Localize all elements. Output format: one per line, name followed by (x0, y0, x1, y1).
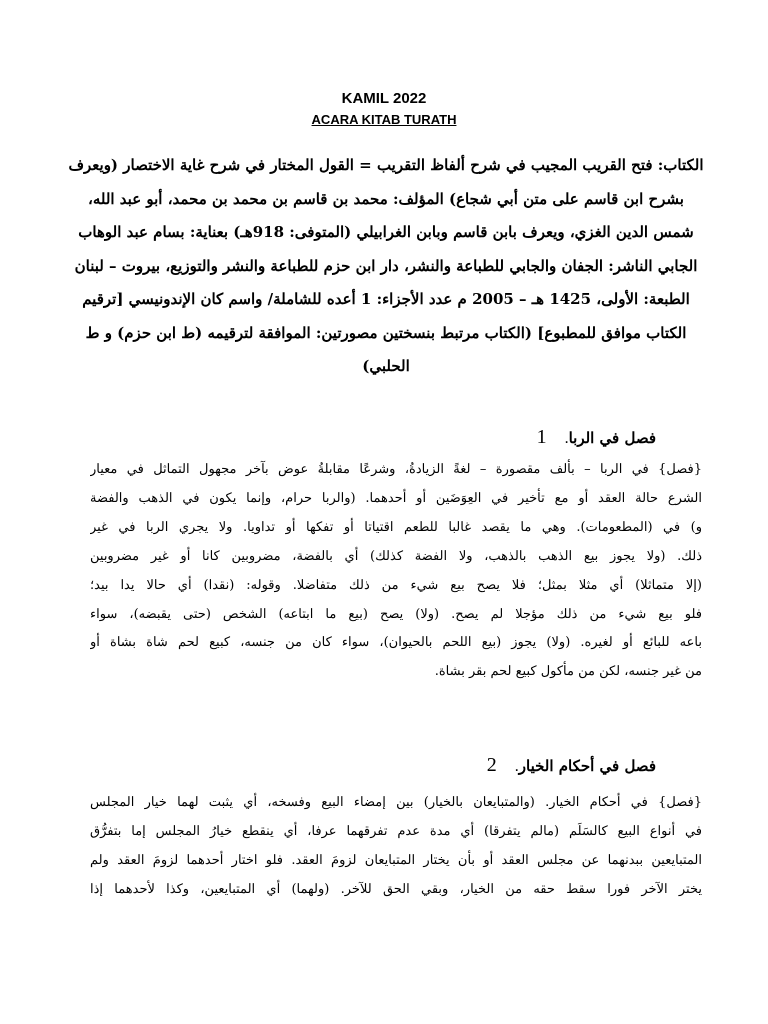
text-line: ذلك. (ولا يجوز بيع الذهب بالذهب، ولا الفضة كذلك) أي بالفضة، مضروبين كانا أو غير مضروبين (90, 548, 702, 564)
section-dot: . (514, 758, 519, 775)
section-number: 1 (536, 426, 547, 448)
text-line: {فصل} في الربا – بألف مقصورة – لغةً الزيادةُ، وشرعًا مقابلةُ عوض بآخر مجهول التماثل في معيار (90, 462, 702, 477)
text-line: المتبايعين ببدنهما عن مجلس العقد أو بأن يختار المتبايعان لزومَ العقد. فلو اختار أحدهما لزومَ العقد ولم (90, 852, 702, 868)
section-body-2 (90, 789, 702, 905)
text-line: يختر الآخر فورا سقط حقه من الخيار، وبقي الحق للآخر. (ولهما) أي المتبايعين، وكذا لأحدهما إذا (90, 881, 702, 897)
section-title: فصل في الربا (568, 429, 656, 447)
text-line: الشرع حالة العقد أو مع تأخير في العِوَضَين أو أحدهما. (والربا حرام، وإنما يكون في الذهب والفضة (90, 490, 702, 506)
section-title: فصل في أحكام الخيار (518, 757, 656, 775)
page-title: KAMIL 2022 (341, 90, 427, 107)
text-line: في أنواع البيع كالسَلَم (مالم يتفرقا) أي مدة عدم تفرقهما عرفا، أي ينقطع خيارُ المجلس إما بتفرُّق (90, 823, 702, 839)
text-line: فلو بيع شيء من ذلك مؤجلا لم يصح. (ولا) يصح (بيع ما ابتاعه) الشخص (حتى يقبضه)، سواء (90, 606, 702, 622)
text-line: باعه للبائع أو لغيره. (ولا) يجوز (بيع اللحم بالحيوان)، سواء كان من جنسه، كبيع لحم شاة بشاة أو (90, 635, 702, 651)
section-heading-1 (527, 425, 656, 451)
section-number: 2 (486, 754, 497, 776)
section-dot: . (564, 430, 569, 447)
text-line: من غير جنسه، لكن من مأكول كبيع لحم بقر بشاة. (434, 664, 702, 680)
section-body-1 (90, 456, 702, 687)
section-heading-2 (477, 753, 656, 779)
text-line: {فصل} في أحكام الخيار. (والمتبايعان بالخيار) بين إمضاء البيع وفسخه، أي يثبت لهما خيار المجلس (90, 795, 702, 810)
book-info-paragraph: الكتاب: فتح القريب المجيب في شرح ألفاظ التقريب = القول المختار في شرح غاية الاختصار (ويعرف بشرح ابن قاسم على متن أبي شجاع) المؤلف: محمد بن قاسم بن محمد بن محمد، أبو عبد الله، شمس الدين الغزي، ويعرف بابن قاسم وبابن الغرابيلي (المتوفى: 918هـ) بعناية: بسام عبد الوهاب الجابي الناشر: الجفان والجابي للطباعة والنشر، دار ابن حزم للطباعة والنشر والتوزيع، بيروت – لبنان الطبعة: الأولى، 1425 هـ – 2005 م عدد الأجزاء: 1 أعده للشاملة/ واسم كان الإندونيسي [ترقيم الكتاب موافق للمطبوع] (الكتاب مرتبط بنسختين مصورتين: الموافقة لترقيمه (ط ابن حزم) و ط الحلبي) (68, 156, 704, 375)
text-line: (إلا متماثلا) أي مثلا بمثل؛ فلا يصح بيع شيء من ذلك متفاضلا. وقوله: (نقدا) أي حالا يدا بيد؛ (90, 577, 702, 593)
page-subtitle: ACARA KITAB TURATH (311, 112, 457, 127)
text-line: و) في (المطعومات). وهي ما يقصد غالبا للطعم اقتياتا أو تفكها أو تداويا. ولا يجري الربا في غير (90, 519, 702, 535)
